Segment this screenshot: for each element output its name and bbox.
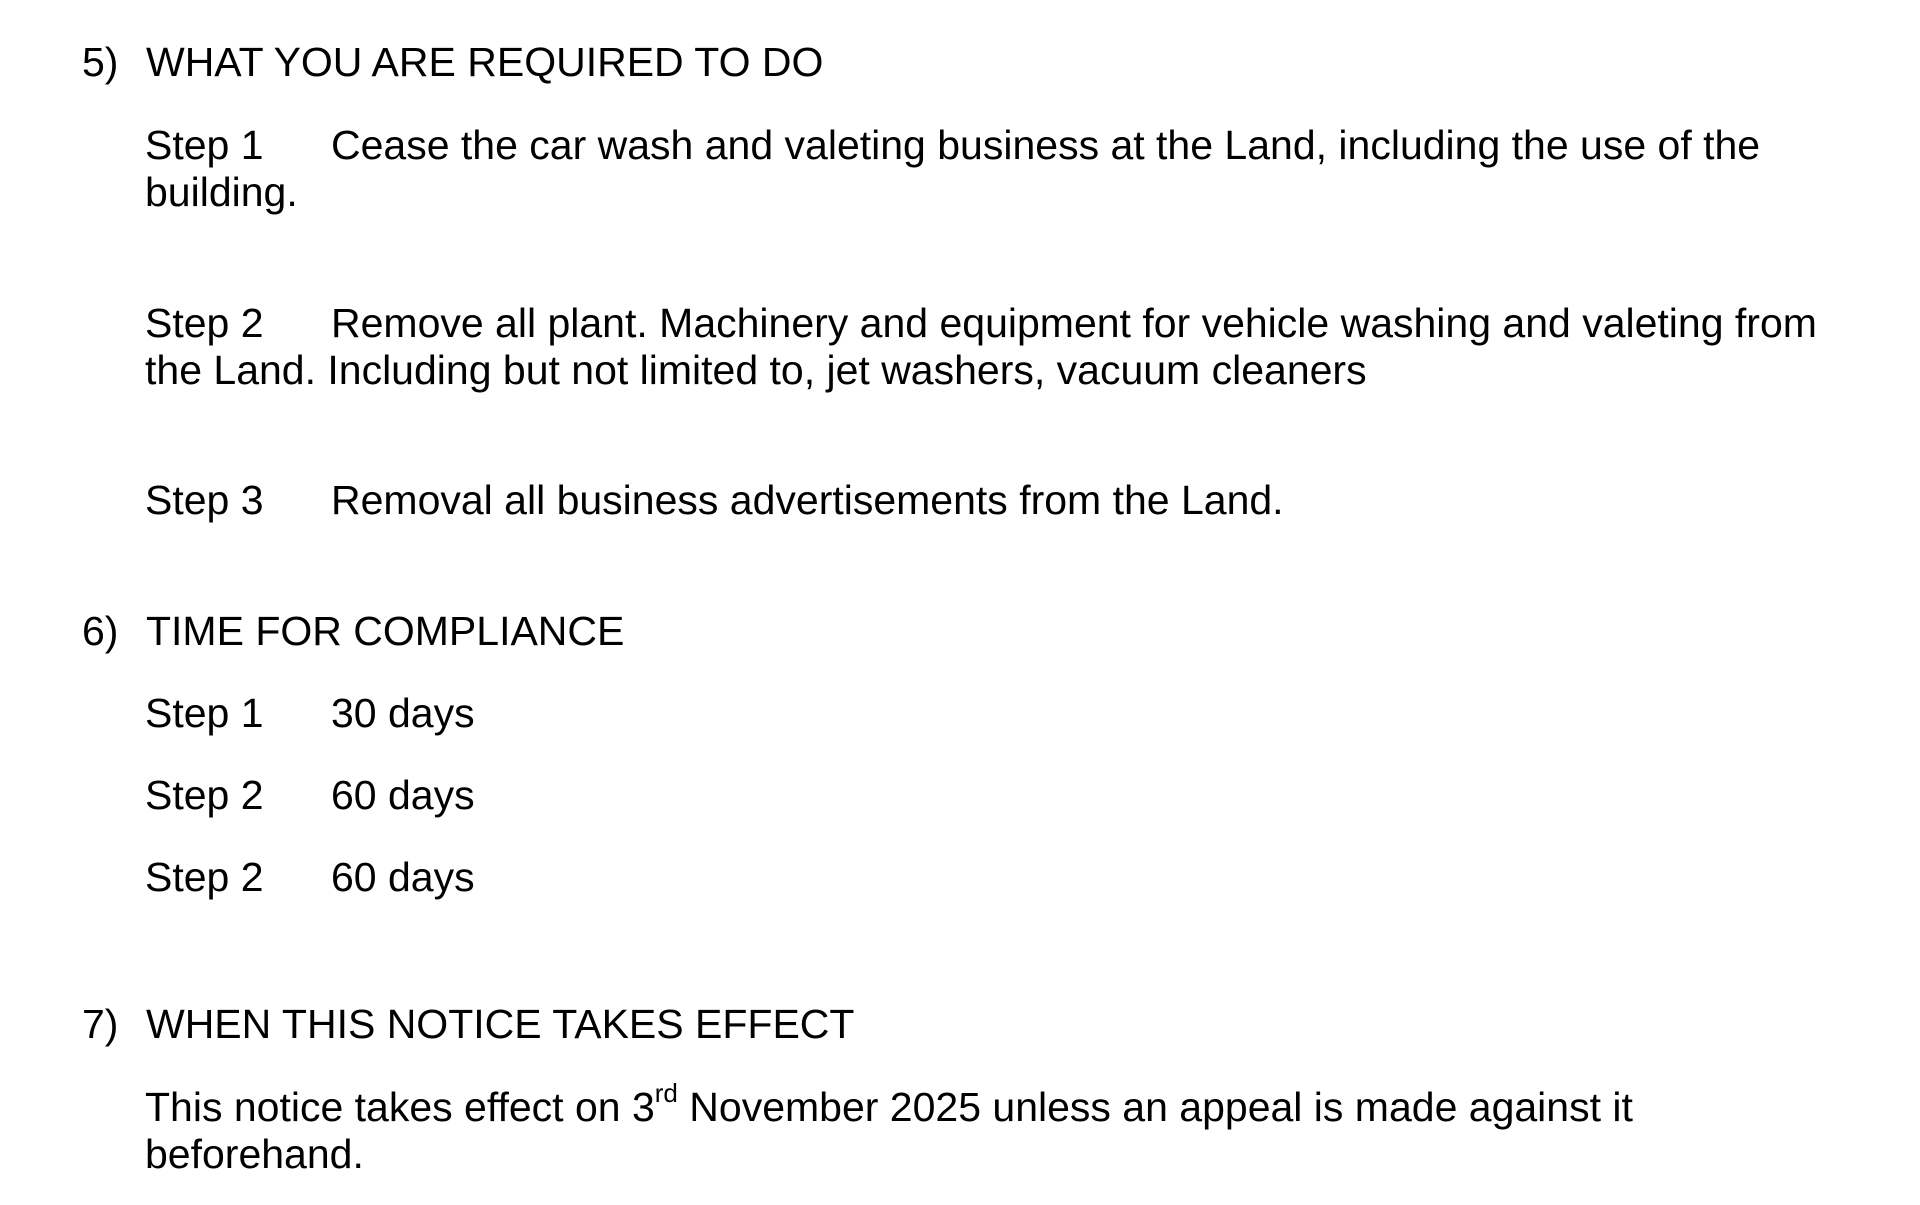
section-title: WHAT YOU ARE REQUIRED TO DO <box>146 39 824 85</box>
required-step-2 <box>145 300 1865 394</box>
step-text: Cease the car wash and valeting business at the Land, including the use of the building. <box>145 122 1761 215</box>
step-text: Remove all plant. Machinery and equipment for vehicle washing and valeting from the Land. Including but not limited to, jet washers, vacuum cleaners <box>145 300 1817 393</box>
compliance-row-2 <box>145 771 475 819</box>
effect-text-start: This notice takes effect on 3 <box>145 1084 655 1130</box>
section-number: 7) <box>82 1001 119 1047</box>
required-step-3 <box>145 477 1865 524</box>
section-title: TIME FOR COMPLIANCE <box>146 608 625 654</box>
compliance-period: 60 days <box>331 854 475 900</box>
section-heading-notice-takes-effect <box>82 1000 854 1048</box>
compliance-period: 30 days <box>331 690 475 736</box>
notice-effect-paragraph <box>145 1078 1745 1178</box>
step-label: Step 2 <box>145 854 264 900</box>
step-text: Removal all business advertisements from the Land. <box>331 477 1284 523</box>
step-label: Step 2 <box>145 300 264 346</box>
step-label: Step 1 <box>145 690 264 736</box>
section-number: 6) <box>82 608 119 654</box>
section-number: 5) <box>82 39 119 85</box>
required-step-1 <box>145 122 1865 216</box>
compliance-row-1 <box>145 689 475 737</box>
step-label: Step 3 <box>145 477 264 523</box>
section-title: WHEN THIS NOTICE TAKES EFFECT <box>146 1001 855 1047</box>
step-label: Step 1 <box>145 122 264 168</box>
compliance-period: 60 days <box>331 772 475 818</box>
effect-text-end: November 2025 unless an appeal is made against it beforehand. <box>145 1084 1633 1177</box>
ordinal-suffix: rd <box>654 1078 678 1109</box>
section-heading-required-to-do <box>82 38 823 86</box>
compliance-row-3 <box>145 853 475 901</box>
step-label: Step 2 <box>145 772 264 818</box>
section-heading-time-for-compliance <box>82 607 624 655</box>
